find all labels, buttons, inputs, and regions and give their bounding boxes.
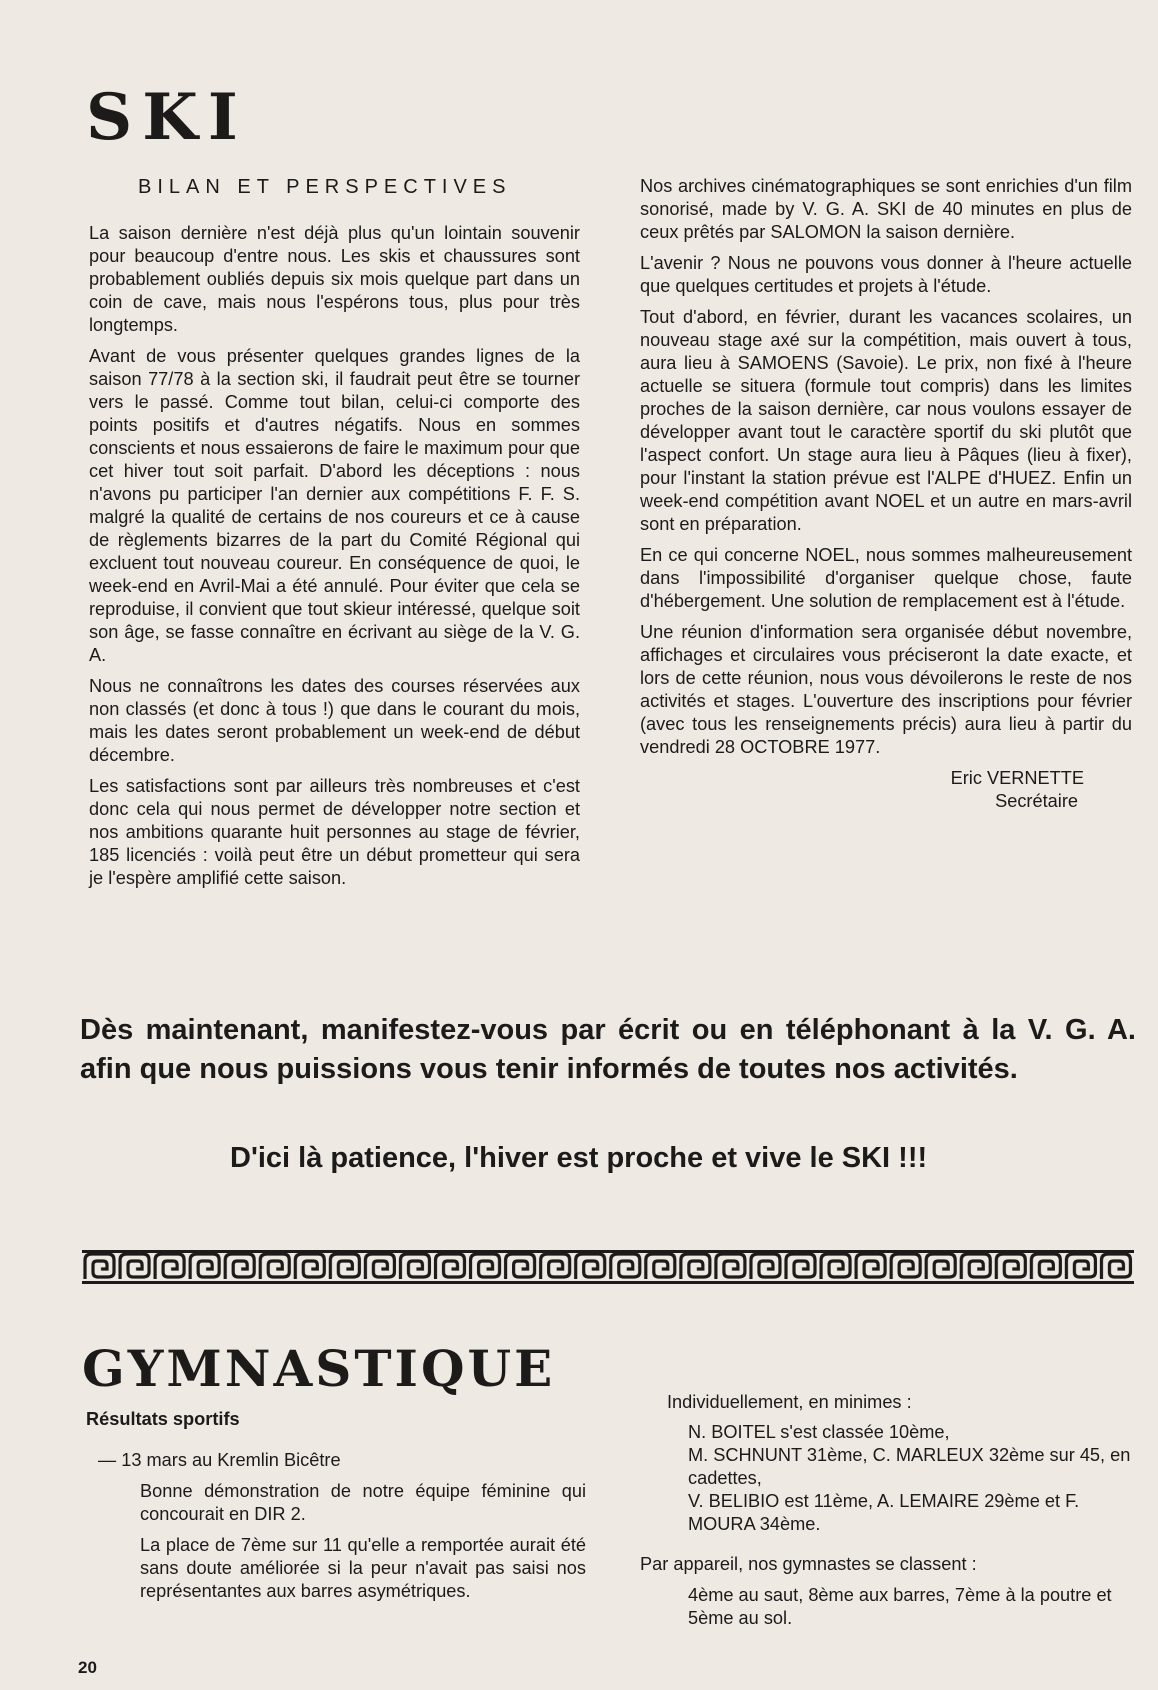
results-label: Résultats sportifs	[86, 1409, 240, 1429]
individual-intro: Individuellement, en minimes :	[667, 1392, 912, 1412]
ski-paragraph: Une réunion d'information sera organisée début novembre, affichages et circulaires vous préciseront la date exacte, et lors de cette réunion, nous vous dévoilerons le reste de nos activités et stages. L'ouverture des inscriptions pour février (avec tous les renseignements précis) aura lieu à partir du vendredi 28 OCTOBRE 1977.	[640, 622, 1132, 757]
ski-paragraph: Tout d'abord, en février, durant les vacances scolaires, un nouveau stage axé sur la compétition, mais ouvert à tous, aura lieu à SAMOENS (Savoie). Le prix, non fixé à l'heure actuelle se situera (formule tout compris) dans les limites proches de la saison dernière, car nous voulons essayer de développer avant tout le caractère sportif du ski plutôt que l'aspect confort. Un stage aura lieu à Pâques (lieu à fixer), pour l'instant la station prévue est l'ALPE d'HUEZ. Enfin un week-end compétition avant NOEL et un autre en mars-avril sont en préparation.	[640, 307, 1132, 534]
ski-paragraph: Les satisfactions sont par ailleurs très nombreuses et c'est donc cela qui nous permet de développer notre section et nos ambitions quarante huit personnes au stage de février, 185 licenciés : voilà peut être un début prometteur qui sera je l'espère amplifié cette saison.	[89, 776, 580, 888]
result-line: M. SCHNUNT 31ème, C. MARLEUX 32ème sur 45, en cadettes,	[688, 1445, 1131, 1488]
ornamental-divider	[82, 1250, 1134, 1284]
divider-pattern-icon	[82, 1250, 1134, 1284]
ski-paragraph: Avant de vous présenter quelques grandes lignes de la saison 77/78 à la section ski, il faudrait peut être se tourner vers le passé. Comme tout bilan, celui-ci comporte des points positifs et d'autres négatifs. Nous en sommes conscients et nous essaierons de faire le maximum pour que cet hiver tout soit parfait. D'abord les déceptions : nous n'avons pu participer l'an dernier aux compétitions F. F. S. malgré la qualité de certains de nos coureurs et ce à cause de règlements bizarres de la part du Comité Régional qui excluent tout nouveau coureur. En conséquence de quoi, le week-end en Avril-Mai a été annulé. Pour éviter que cela se reproduise, il convient que tout skieur intéressé, quelque soit son âge, se fasse connaître en écrivant au siège de la V. G. A.	[89, 346, 580, 665]
event-description	[86, 1480, 586, 1603]
gym-left-column	[86, 1408, 586, 1611]
apparatus-intro: Par appareil, nos gymnastes se classent :	[640, 1554, 977, 1574]
ski-paragraph: Nos archives cinématographiques se sont enrichies d'un film sonorisé, made by V. G. A. SKI de 40 minutes en plus de ceux prêtés par SALOMON la saison dernière.	[640, 176, 1132, 242]
gym-paragraph: Bonne démonstration de notre équipe féminine qui concourait en DIR 2.	[140, 1481, 586, 1524]
individual-results	[640, 1421, 1132, 1536]
event-heading: — 13 mars au Kremlin Bicêtre	[98, 1450, 341, 1470]
signature-name: Eric VERNETTE	[950, 768, 1084, 788]
ski-section-subtitle: BILAN ET PERSPECTIVES	[138, 176, 512, 198]
apparatus-result: 4ème au saut, 8ème aux barres, 7ème à la poutre et 5ème au sol.	[688, 1585, 1112, 1628]
signature-role: Secrétaire	[995, 791, 1078, 811]
gym-right-column	[640, 1391, 1132, 1630]
page-number: 20	[78, 1658, 97, 1677]
ski-callout: Dès maintenant, manifestez-vous par écrit ou en téléphonant à la V. G. A. afin que nous puissions vous tenir informés de toutes nos activités.	[80, 1014, 1136, 1085]
ski-paragraph: La saison dernière n'est déjà plus qu'un lointain souvenir pour beaucoup d'entre nous. Les skis et chaussures sont probablement oubliés depuis six mois quelque part dans un coin de cave, mais nous l'espérons tous, plus pour très longtemps.	[89, 223, 580, 335]
ski-left-column	[89, 222, 580, 898]
ski-paragraph: En ce qui concerne NOEL, nous sommes malheureusement dans l'impossibilité d'organiser quelque chose, faute d'hébergement. Une solution de remplacement est à l'étude.	[640, 545, 1132, 611]
gym-paragraph: La place de 7ème sur 11 qu'elle a remportée aurait été sans doute améliorée si la peur n'avait pas saisi nos représentantes aux barres asymétriques.	[140, 1535, 586, 1601]
result-line: N. BOITEL s'est classée 10ème,	[688, 1422, 950, 1442]
ski-paragraph: L'avenir ? Nous ne pouvons vous donner à l'heure actuelle que quelques certitudes et projets à l'étude.	[640, 253, 1132, 296]
result-line: V. BELIBIO est 11ème, A. LEMAIRE 29ème et F. MOURA 34ème.	[688, 1491, 1080, 1534]
signature-block	[640, 767, 1132, 813]
gym-section-title: GYMNASTIQUE	[82, 1339, 556, 1398]
ski-closing: D'ici là patience, l'hiver est proche et vive le SKI !!!	[230, 1142, 928, 1174]
ski-paragraph: Nous ne connaîtrons les dates des courses réservées aux non classés (et donc à tous !) que dans le courant du mois, mais les dates seront probablement un week-end de début décembre.	[89, 676, 580, 765]
ski-section-title: SKI	[86, 80, 248, 155]
ski-right-column	[640, 175, 1132, 813]
